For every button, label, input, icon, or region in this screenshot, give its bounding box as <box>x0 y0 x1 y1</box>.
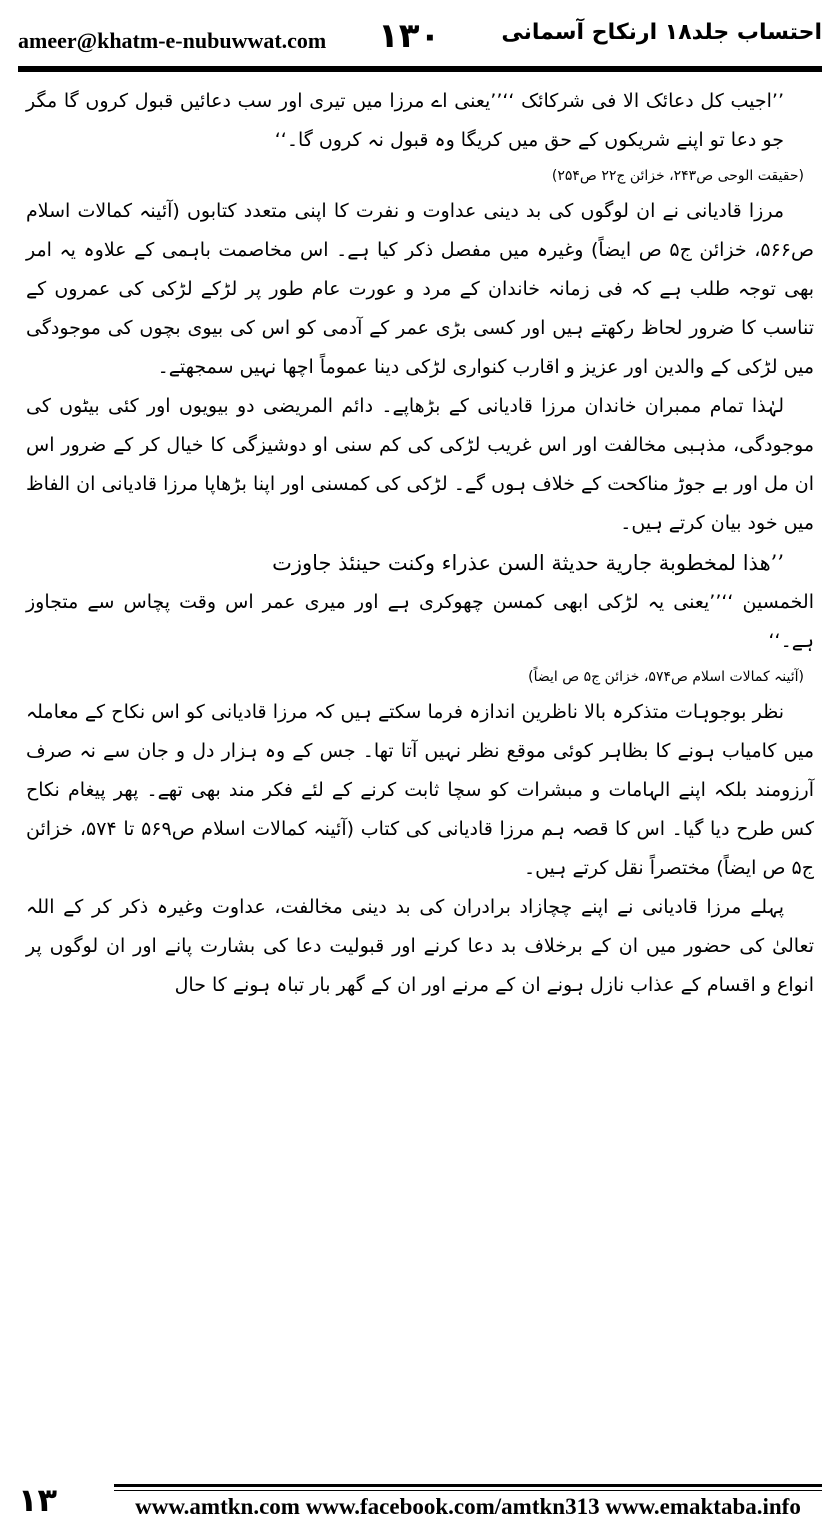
footer-rule-thick <box>114 1484 822 1487</box>
page-footer <box>18 1478 822 1528</box>
quote-2-arabic: ’’هذا لمخطوبة جارية حديثة السن عذراء وكنت حينئذ جاوزت <box>272 551 784 575</box>
paragraph-1: مرزا قادیانی نے ان لوگوں کی بد دینی عداوت و نفرت کا اپنی متعدد کتابوں (آئینہ کمالات اسلام ص۵۶۶، خزائن ج۵ ص ایضاً) وغیرہ میں مفصل ذکر کیا ہے۔ اس مخاصمت باہمی کے علاوہ یہ امر بھی توجہ طلب ہے کہ فی زمانہ خاندان کے مرد و عورت عام طور پر لڑکے لڑکی کی عمروں کے تناسب کا ضرور لحاظ رکھتے ہیں اور کسی بڑی عمر کے آدمی کو اس کی بیوی بچوں کی موجودگی میں لڑکی کے والدین اور عزیز و اقارب کنواری لڑکی دینا عموماً اچھا نہیں سمجھتے۔ <box>26 200 814 378</box>
reference-2: (آئینہ کمالات اسلام ص۵۷۴، خزائن ج۵ ص ایضاً) <box>528 669 804 685</box>
footer-urls[interactable]: www.amtkn.com www.facebook.com/amtkn313 www.emaktaba.info <box>135 1494 801 1519</box>
paragraph-3: نظر بوجوہات متذکرہ بالا ناظرین اندازہ فرما سکتے ہیں کہ مرزا قادیانی کو اس نکاح کے معاملہ میں کامیاب ہونے کا بظاہر کوئی موقع نظر نہیں آتا تھا۔ جس کے وہ ہزار دل و جان سے نہ صرف آرزومند بلکہ اپنے الہامات و مبشرات کو سچا ثابت کرنے کے لئے فکر مند بھی تھے۔ پھر پیغام نکاح کس طرح دیا گیا۔ اس کا قصہ ہم مرزا قادیانی کی کتاب (آئینہ کمالات اسلام ص۵۶۹ تا ۵۷۴، خزائن ج۵ ص ایضاً) مختصراً نقل کرتے ہیں۔ <box>26 701 815 879</box>
footer-page-number: ۱۳ <box>18 1481 58 1519</box>
page-body <box>26 82 814 1005</box>
reference-1: (حقیقت الوحی ص۲۴۳، خزائن ج۲۲ ص۲۵۴) <box>551 168 804 184</box>
paragraph-4: پہلے مرزا قادیانی نے اپنے چچازاد برادران کی بد دینی مخالفت، عداوت وغیرہ ذکر کر کے اللہ تعالیٰ کی حضور میں ان کے برخلاف بد دعا کرنے اور قبولیت دعا کی بشارت پانے اور ان لوگوں پر انواع و اقسام کے عذاب نازل ہونے ان کے مرنے اور ان کے گھر بار تباہ ہونے کا حال <box>26 896 814 996</box>
header-rule <box>18 66 822 72</box>
running-title: احتساب جلد۱۸ ارنکاح آسمانی <box>501 20 822 45</box>
quote-2-continued: الخمسین ‘‘’’یعنی یہ لڑکی ابھی کمسن چھوکری ہے اور میری عمر اس وقت پچاس سے متجاوز ہے۔‘‘ <box>26 591 814 652</box>
header-page-number: ۱۳۰ <box>378 16 441 56</box>
quote-1: ’’اجیب کل دعائک الا فی شرکائک ‘‘’’یعنی اے مرزا میں تیری اور سب دعائیں قبول کروں گا مگر جو دعا تو اپنے شریکوں کے حق میں کریگا وہ قبول نہ کروں گا۔‘‘ <box>26 90 784 151</box>
page-header <box>18 8 822 54</box>
header-email[interactable]: ameer@khatm-e-nubuwwat.com <box>18 28 327 53</box>
paragraph-2: لہٰذا تمام ممبران خاندان مرزا قادیانی کے بڑھاپے۔ دائم المریضی دو بیویوں اور کئی بیٹوں کی موجودگی، مذہبی مخالفت اور اس غریب لڑکی کی کم سنی او دوشیزگی کا خیال کر کے ضرور اس ان مل اور بے جوڑ مناکحت کے خلاف ہوں گے۔ لڑکی کی کمسنی اور اپنا بڑھاپا مرزا قادیانی ان الفاظ میں خود بیان کرتے ہیں۔ <box>26 395 814 534</box>
footer-rule-thin <box>114 1490 822 1491</box>
